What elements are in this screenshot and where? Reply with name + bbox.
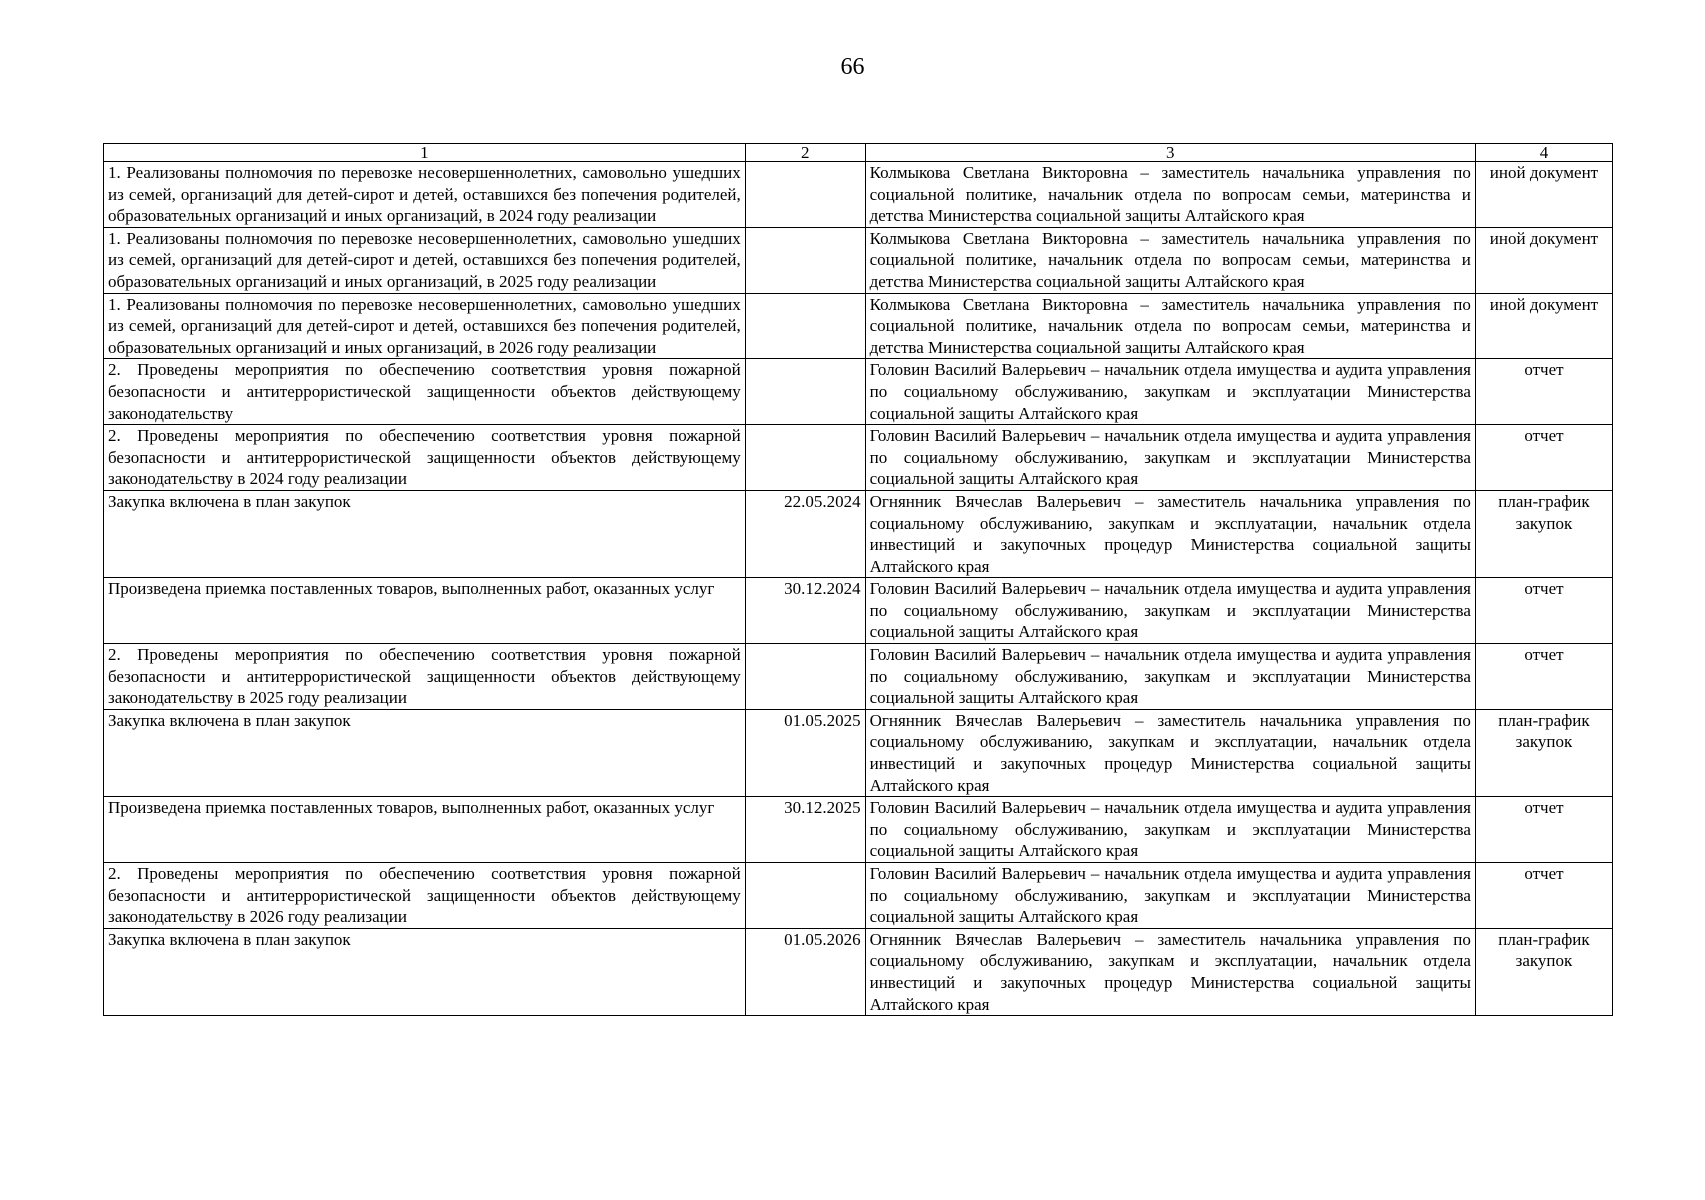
cell-event: Произведена приемка поставленных товаров, выполненных работ, оказанных услуг <box>104 797 746 863</box>
cell-date: 22.05.2024 <box>745 490 865 577</box>
cell-date <box>745 863 865 929</box>
column-header-3: 3 <box>865 144 1475 162</box>
cell-document: иной документ <box>1475 162 1612 228</box>
table-row <box>104 797 1613 863</box>
cell-event: 2. Проведены мероприятия по обеспечению соответствия уровня пожарной безопасности и антитеррористической защищенности объектов действующему законодательству в 2024 году реализации <box>104 425 746 491</box>
cell-event: 1. Реализованы полномочия по перевозке несовершеннолетних, самовольно ушедших из семей, организаций для детей-сирот и детей, оставшихся без попечения родителей, образовательных организаций и иных организаций, в 2026 году реализации <box>104 293 746 359</box>
column-header-4: 4 <box>1475 144 1612 162</box>
cell-document: план-график закупок <box>1475 928 1612 1015</box>
cell-responsible: Колмыкова Светлана Викторовна – заместитель начальника управления по социальной политике, начальник отдела по вопросам семьи, материнства и детства Министерства социальной защиты Алтайского края <box>865 293 1475 359</box>
cell-event: Закупка включена в план закупок <box>104 709 746 796</box>
cell-document: отчет <box>1475 578 1612 644</box>
cell-event: 1. Реализованы полномочия по перевозке несовершеннолетних, самовольно ушедших из семей, организаций для детей-сирот и детей, оставшихся без попечения родителей, образовательных организаций и иных организаций, в 2024 году реализации <box>104 162 746 228</box>
cell-responsible: Головин Василий Валерьевич – начальник отдела имущества и аудита управления по социальному обслуживанию, закупкам и эксплуатации Министерства социальной защиты Алтайского края <box>865 359 1475 425</box>
cell-document: иной документ <box>1475 227 1612 293</box>
cell-date <box>745 425 865 491</box>
table-body <box>104 162 1613 1016</box>
cell-responsible: Огнянник Вячеслав Валерьевич – заместитель начальника управления по социальному обслуживанию, закупкам и эксплуатации, начальник отдела инвестиций и закупочных процедур Министерства социальной защиты Алтайского края <box>865 490 1475 577</box>
cell-date <box>745 293 865 359</box>
table-header-row <box>104 144 1613 162</box>
cell-document: отчет <box>1475 863 1612 929</box>
cell-document: отчет <box>1475 425 1612 491</box>
cell-responsible: Колмыкова Светлана Викторовна – заместитель начальника управления по социальной политике, начальник отдела по вопросам семьи, материнства и детства Министерства социальной защиты Алтайского края <box>865 227 1475 293</box>
table-row <box>104 578 1613 644</box>
plan-table <box>103 143 1613 1016</box>
column-header-2: 2 <box>745 144 865 162</box>
cell-date: 30.12.2025 <box>745 797 865 863</box>
cell-responsible: Головин Василий Валерьевич – начальник отдела имущества и аудита управления по социальному обслуживанию, закупкам и эксплуатации Министерства социальной защиты Алтайского края <box>865 797 1475 863</box>
cell-event: Произведена приемка поставленных товаров, выполненных работ, оказанных услуг <box>104 578 746 644</box>
cell-date <box>745 644 865 710</box>
cell-event: Закупка включена в план закупок <box>104 490 746 577</box>
table-row <box>104 359 1613 425</box>
cell-document: отчет <box>1475 797 1612 863</box>
cell-event: Закупка включена в план закупок <box>104 928 746 1015</box>
table-row <box>104 928 1613 1015</box>
cell-responsible: Колмыкова Светлана Викторовна – заместитель начальника управления по социальной политике, начальник отдела по вопросам семьи, материнства и детства Министерства социальной защиты Алтайского края <box>865 162 1475 228</box>
cell-responsible: Огнянник Вячеслав Валерьевич – заместитель начальника управления по социальному обслуживанию, закупкам и эксплуатации, начальник отдела инвестиций и закупочных процедур Министерства социальной защиты Алтайского края <box>865 928 1475 1015</box>
table-row <box>104 863 1613 929</box>
page-number: 66 <box>840 54 865 80</box>
cell-date: 01.05.2026 <box>745 928 865 1015</box>
cell-document: отчет <box>1475 359 1612 425</box>
cell-date <box>745 162 865 228</box>
table-row <box>104 709 1613 796</box>
table-row <box>104 162 1613 228</box>
column-header-1: 1 <box>104 144 746 162</box>
cell-document: отчет <box>1475 644 1612 710</box>
cell-event: 2. Проведены мероприятия по обеспечению соответствия уровня пожарной безопасности и антитеррористической защищенности объектов действующему законодательству в 2026 году реализации <box>104 863 746 929</box>
table-row <box>104 425 1613 491</box>
cell-document: план-график закупок <box>1475 490 1612 577</box>
cell-responsible: Головин Василий Валерьевич – начальник отдела имущества и аудита управления по социальному обслуживанию, закупкам и эксплуатации Министерства социальной защиты Алтайского края <box>865 863 1475 929</box>
table-row <box>104 227 1613 293</box>
cell-responsible: Головин Василий Валерьевич – начальник отдела имущества и аудита управления по социальному обслуживанию, закупкам и эксплуатации Министерства социальной защиты Алтайского края <box>865 425 1475 491</box>
cell-responsible: Головин Василий Валерьевич – начальник отдела имущества и аудита управления по социальному обслуживанию, закупкам и эксплуатации Министерства социальной защиты Алтайского края <box>865 578 1475 644</box>
cell-responsible: Огнянник Вячеслав Валерьевич – заместитель начальника управления по социальному обслуживанию, закупкам и эксплуатации, начальник отдела инвестиций и закупочных процедур Министерства социальной защиты Алтайского края <box>865 709 1475 796</box>
cell-date: 30.12.2024 <box>745 578 865 644</box>
cell-date <box>745 227 865 293</box>
cell-event: 2. Проведены мероприятия по обеспечению соответствия уровня пожарной безопасности и антитеррористической защищенности объектов действующему законодательству в 2025 году реализации <box>104 644 746 710</box>
cell-date <box>745 359 865 425</box>
cell-document: план-график закупок <box>1475 709 1612 796</box>
table-row <box>104 644 1613 710</box>
cell-event: 2. Проведены мероприятия по обеспечению соответствия уровня пожарной безопасности и антитеррористической защищенности объектов действующему законодательству <box>104 359 746 425</box>
cell-date: 01.05.2025 <box>745 709 865 796</box>
cell-document: иной документ <box>1475 293 1612 359</box>
cell-event: 1. Реализованы полномочия по перевозке несовершеннолетних, самовольно ушедших из семей, организаций для детей-сирот и детей, оставшихся без попечения родителей, образовательных организаций и иных организаций, в 2025 году реализации <box>104 227 746 293</box>
table-row <box>104 293 1613 359</box>
table-row <box>104 490 1613 577</box>
cell-responsible: Головин Василий Валерьевич – начальник отдела имущества и аудита управления по социальному обслуживанию, закупкам и эксплуатации Министерства социальной защиты Алтайского края <box>865 644 1475 710</box>
